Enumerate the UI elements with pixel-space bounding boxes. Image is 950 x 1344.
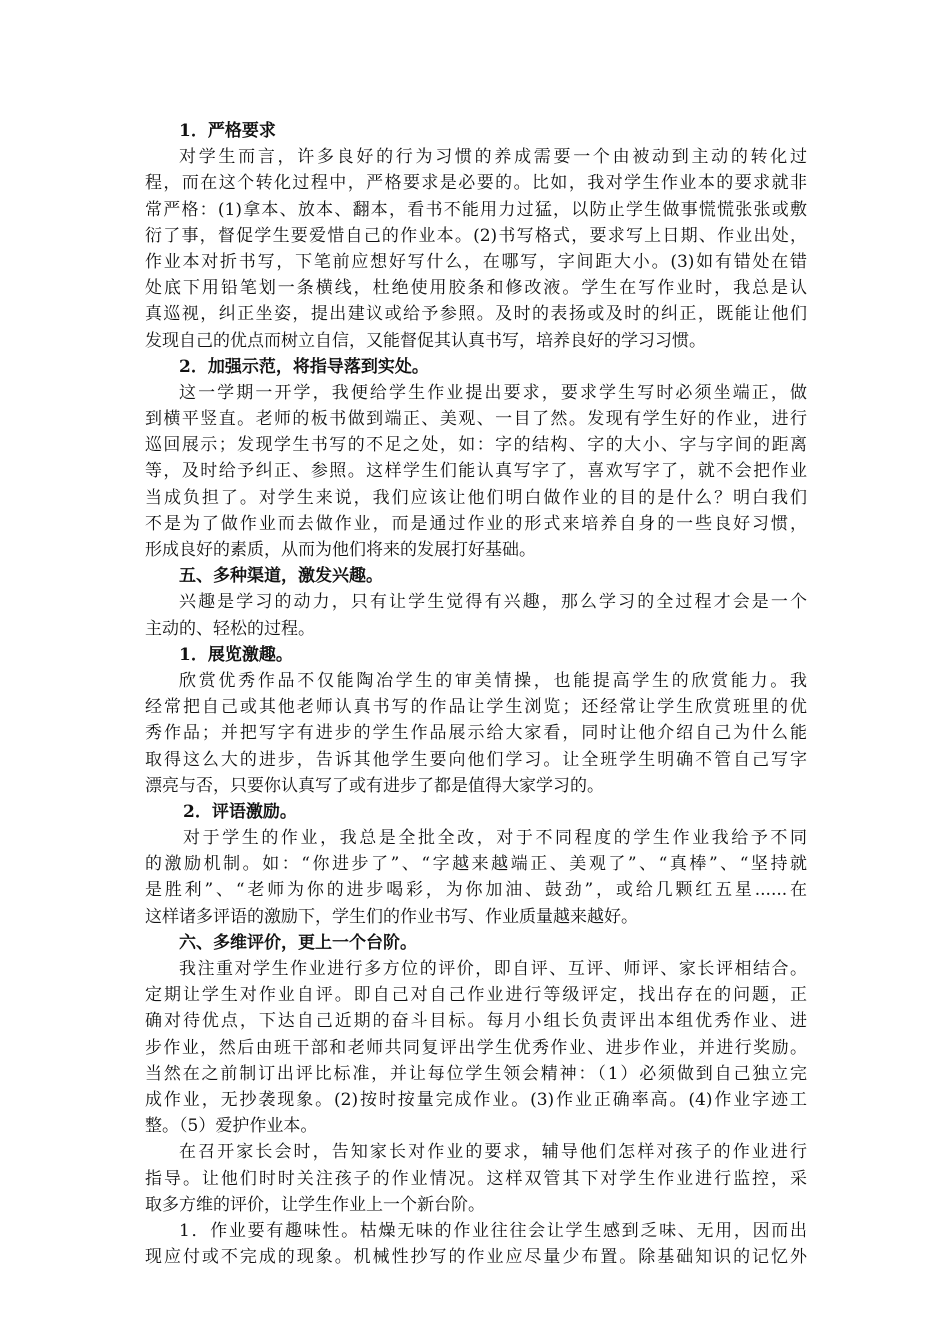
body-line: 作业本对折书写，下笔前应想好写什么，在哪写，字间距大小。(3)如有错处在错 [145, 251, 807, 272]
body-line: 真巡视，纠正坐姿，提出建议或给予参照。及时的表扬或及时的纠正，既能让他们 [145, 304, 807, 325]
paragraph-first-line: 兴趣是学习的动力，只有让学生觉得有兴趣，那么学习的全过程才会是一个 [179, 592, 807, 613]
section-heading: 1．展览激趣。 [179, 644, 293, 665]
body-line: 常严格：(1)拿本、放本、翻本，看书不能用力过猛，以防止学生做事慌慌张张或敷 [145, 199, 807, 220]
body-line: 现应付或不完成的现象。机械性抄写的作业应尽量少布置。除基础知识的记忆外 [145, 1247, 807, 1268]
paragraph-first-line: 欣赏优秀作品不仅能陶冶学生的审美情操，也能提高学生的欣赏能力。我 [179, 670, 807, 691]
section-heading: 五、多种渠道，激发兴趣。 [179, 566, 383, 587]
paragraph-last-line: 这样诸多评语的激励下，学生们的作业书写、作业质量越来越好。 [145, 906, 638, 927]
paragraph-last-line: 主动的、轻松的过程。 [145, 618, 315, 639]
body-line: 定期让学生对作业自评。即自己对自己作业进行等级评定，找出存在的问题，正 [145, 985, 807, 1006]
body-line: 处底下用铅笔划一条横线，杜绝使用胶条和修改液。学生在写作业时，我总是认 [145, 278, 807, 299]
body-line: 等，及时给予纠正、参照。这样学生们能认真写字了，喜欢写字了，就不会把作业 [145, 461, 807, 482]
section-heading: 2．加强示范，将指导落到实处。 [179, 356, 429, 377]
body-line: 巡回展示；发现学生书写的不足之处，如：字的结构、字的大小、字与字间的距离 [145, 435, 807, 456]
body-line: 步作业，然后由班干部和老师共同复评出学生优秀作业、进步作业，并进行奖励。 [145, 1037, 807, 1058]
body-line: 指导。让他们时时关注孩子的作业情况。这样双管其下对学生作业进行监控，采 [145, 1168, 807, 1189]
paragraph-last-line: 形成良好的素质，从而为他们将来的发展打好基础。 [145, 540, 536, 560]
section-heading: 1．严格要求 [179, 121, 276, 141]
body-line: 取得这么大的进步，告诉其他学生要向他们学习。让全班学生明确不管自己写字 [145, 749, 807, 770]
paragraph-last-line: 整。（5）爱护作业本。 [145, 1116, 318, 1137]
section-heading: 2．评语激励。 [183, 801, 297, 822]
paragraph-last-line: 发现自己的优点而树立自信，又能督促其认真书写，培养良好的学习习惯。 [145, 330, 706, 351]
body-line: 不是为了做作业而去做作业，而是通过作业的形式来培养自身的一些良好习惯， [145, 513, 807, 534]
body-line: 经常把自己或其他老师认真书写的作品让学生浏览；还经常让学生欣赏班里的优 [145, 697, 807, 718]
body-line: 的激励机制。如：“你进步了”、“字越来越端正、美观了”、“真棒”、“坚持就 [145, 854, 807, 875]
paragraph-first-line: 在召开家长会时，告知家长对作业的要求，辅导他们怎样对孩子的作业进行 [179, 1142, 807, 1163]
body-line: 秀作品；并把写字有进步的学生作品展示给大家看，同时让他介绍自己为什么能 [145, 723, 807, 744]
paragraph-last-line: 取多方维的评价，让学生作业上一个新台阶。 [145, 1194, 485, 1215]
paragraph-first-line: 对于学生的作业，我总是全批全改，对于不同程度的学生作业我给予不同 [183, 828, 807, 849]
paragraph-first-line: 1．作业要有趣味性。枯燥无味的作业往往会让学生感到乏味、无用，因而出 [179, 1220, 807, 1241]
paragraph-first-line: 对学生而言，许多良好的行为习惯的养成需要一个由被动到主动的转化过 [179, 147, 807, 168]
body-line: 到横平竖直。老师的板书做到端正、美观、一目了然。发现有学生好的作业，进行 [145, 409, 807, 430]
body-line: 程，而在这个转化过程中，严格要求是必要的。比如，我对学生作业本的要求就非 [145, 173, 807, 194]
body-line: 当成负担了。对学生来说，我们应该让他们明白做作业的目的是什么？明白我们 [145, 487, 807, 508]
section-heading: 六、多维评价，更上一个台阶。 [179, 932, 417, 953]
body-line: 确对待优点，下达自己近期的奋斗目标。每月小组长负责评出本组优秀作业、进 [145, 1011, 807, 1032]
body-line: 是胜利”、“老师为你的进步喝彩，为你加油、鼓劲”，或给几颗红五星......在 [145, 880, 807, 901]
paragraph-first-line: 这一学期一开学，我便给学生作业提出要求，要求学生写时必须坐端正，做 [179, 382, 807, 403]
body-line: 成作业，无抄袭现象。(2)按时按量完成作业。(3)作业正确率高。(4)作业字迹工 [145, 1089, 807, 1110]
document-page [145, 118, 807, 1270]
paragraph-first-line: 我注重对学生作业进行多方位的评价，即自评、互评、师评、家长评相结合。 [179, 959, 807, 979]
body-line: 衍了事，督促学生要爱惜自己的作业本。(2)书写格式，要求写上日期、作业出处， [145, 225, 807, 246]
body-line: 当然在之前制订出评比标准，并让每位学生领会精神：（1）必须做到自己独立完 [145, 1063, 807, 1084]
paragraph-last-line: 漂亮与否，只要你认真写了或有进步了都是值得大家学习的。 [145, 775, 604, 796]
